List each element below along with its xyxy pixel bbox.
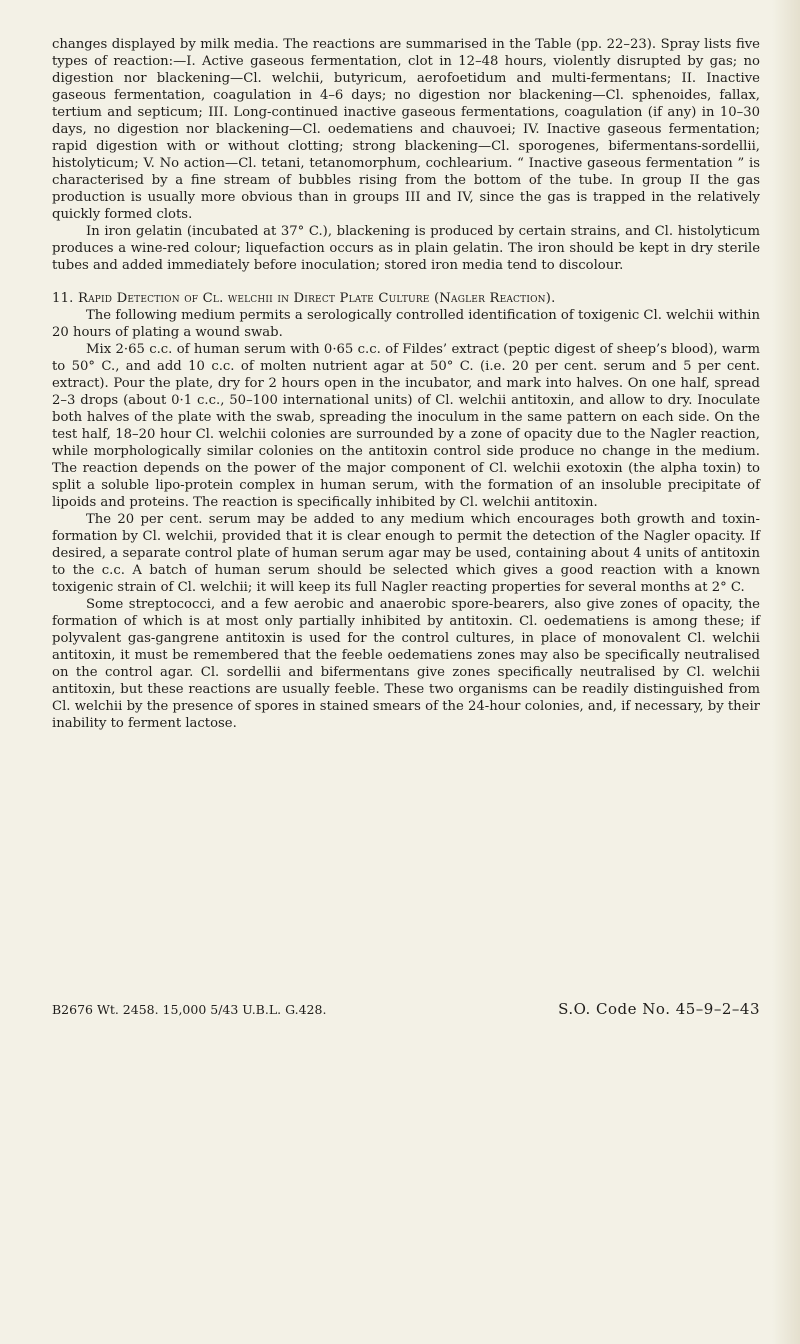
stationery-office-code: S.O. Code No. 45–9–2–43	[558, 1000, 760, 1018]
paragraph-milk-reactions: changes displayed by milk media. The reactions are summarised in the Table (pp. 22–23). Spray lists five types of reaction:—I. Active gaseous fermentation, clot in 12–48 hours, violently disrupted by gas; no digestion nor blackening—Cl. welchii, butyricum, aerofoetidum and multi-fermentans; II. Inactive gaseous fermentation, coagulation in 4–6 days; no digestion nor blackening—Cl. sphenoides, fallax, tertium and septicum; III. Long-continued inactive gaseous fermentations, coagulation (if any) in 10–30 days, no digestion nor blackening—Cl. oedematiens and chauvoei; IV. Inactive gaseous fermentation; rapid digestion with or without clotting; strong blackening—Cl. sporogenes, bifermentans-sordellii, histolyticum; V. No action—Cl. tetani, tetanomorphum, cochlearium. “ Inactive gaseous fermentation ” is characterised by a fine stream of bubbles rising from the bottom of the tube. In group II the gas production is usually more obvious than in groups III and IV, since the gas is trapped in the relatively quickly formed clots.	[52, 37, 760, 222]
paragraph-other-organisms: Some streptococci, and a few aerobic and anaerobic spore-bearers, also give zones of opacity, the formation of which is at most only partially inhibited by antitoxin. Cl. oedematiens is among these; if polyvalent gas-gangrene antitoxin is used for the control cultures, in place of monovalent Cl. welchii antitoxin, it must be remembered that the feeble oedematiens zones may also be specifically neutralised on the control agar. Cl. sordellii and bifermentans give zones specifically neutralised by Cl. welchii antitoxin, but these reactions are usually feeble. These two organisms can be readily distinguished from Cl. welchii by the presence of spores in stained smears of the 24-hour colonies, and, if necessary, by their inability to ferment lactose.	[52, 597, 760, 731]
document-body	[52, 36, 760, 732]
paragraph-iron-gelatin: In iron gelatin (incubated at 37° C.), blackening is produced by certain strains, and Cl. histolyticum produces a wine-red colour; liquefaction occurs as in plain gelatin. The iron should be kept in dry sterile tubes and added immediately before inoculation; stored iron media tend to discolour.	[52, 224, 760, 273]
printer-imprint: B2676 Wt. 2458. 15,000 5/43 U.B.L. G.428.	[52, 1002, 327, 1017]
page-footer	[52, 1000, 760, 1018]
paragraph-nagler-method: Mix 2·65 c.c. of human serum with 0·65 c.c. of Fildes’ extract (peptic digest of sheep’s blood), warm to 50° C., and add 10 c.c. of molten nutrient agar at 50° C. (i.e. 20 per cent. serum and 5 per cent. extract). Pour the plate, dry for 2 hours open in the incubator, and mark into halves. On one half, spread 2–3 drops (about 0·1 c.c., 50–100 international units) of Cl. welchii antitoxin, and allow to dry. Inoculate both halves of the plate with the swab, spreading the inoculum in the same pattern on each side. On the test half, 18–20 hour Cl. welchii colonies are surrounded by a zone of opacity due to the Nagler reaction, while morphologically similar colonies on the antitoxin control side produce no change in the medium. The reaction depends on the power of the major component of Cl. welchii exotoxin (the alpha toxin) to split a soluble lipo-protein complex in human serum, with the formation of an insoluble precipitate of lipoids and proteins. The reaction is specifically inhibited by Cl. welchii antitoxin.	[52, 342, 760, 510]
paragraph-nagler-intro: The following medium permits a serologically controlled identification of toxigenic Cl. welchii within 20 hours of plating a wound swab.	[52, 308, 760, 340]
section-heading-nagler: 11. Rapid Detection of Cl. welchii in Direct Plate Culture (Nagler Reaction).	[52, 291, 556, 306]
page-edge-discoloration	[772, 0, 800, 1344]
paragraph-serum-medium: The 20 per cent. serum may be added to any medium which encourages both growth and toxin-formation by Cl. welchii, provided that it is clear enough to permit the detection of the Nagler opacity. If desired, a separate control plate of human serum agar may be used, containing about 4 units of antitoxin to the c.c. A batch of human serum should be selected which gives a good reaction with a known toxigenic strain of Cl. welchii; it will keep its full Nagler reacting properties for several months at 2° C.	[52, 512, 760, 595]
